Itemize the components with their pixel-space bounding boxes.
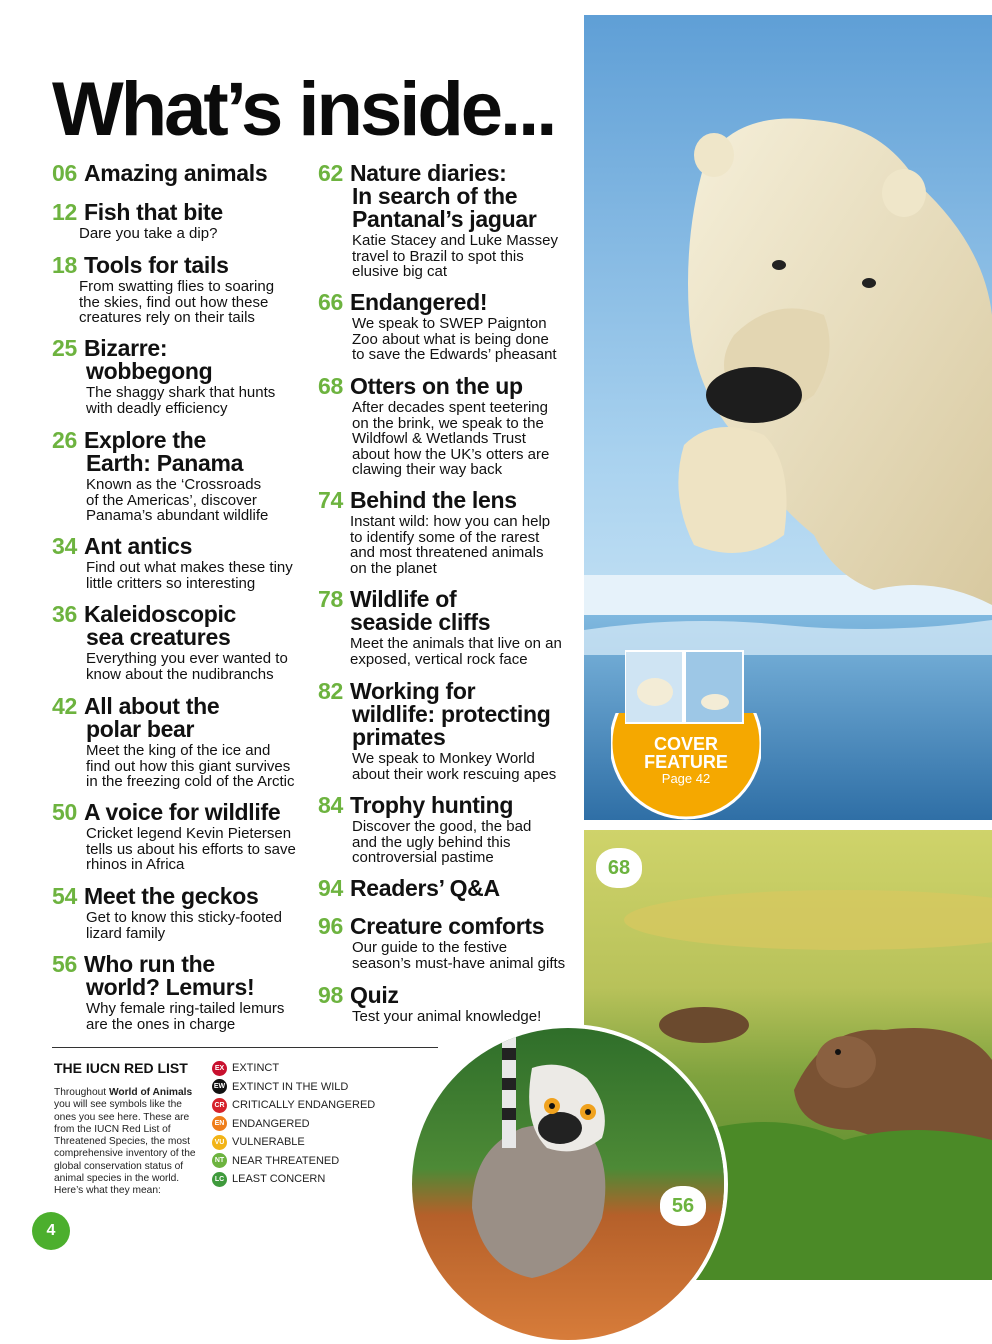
entry-page-number: 82 bbox=[318, 678, 343, 704]
page-number: 4 bbox=[32, 1212, 70, 1250]
entry-page-number: 18 bbox=[52, 252, 77, 278]
entry-title-line-2: seaside cliffs bbox=[350, 609, 491, 635]
entry-title-line-3: primates bbox=[352, 724, 446, 750]
entry-page-number: 84 bbox=[318, 792, 343, 818]
status-label: LEAST CONCERN bbox=[232, 1173, 326, 1186]
entry-title: Meet the geckos bbox=[83, 883, 259, 909]
status-badge-icon: CR bbox=[212, 1098, 227, 1113]
entry-title: Quiz bbox=[349, 982, 399, 1008]
status-badge-icon: EN bbox=[212, 1116, 227, 1131]
entry-description: Everything you ever wanted to know about the nudibranchs bbox=[86, 650, 288, 683]
entry-description: Why female ring-tailed lemurs are the ones in charge bbox=[86, 1000, 285, 1033]
status-badge-icon: EW bbox=[212, 1079, 227, 1094]
status-badge-icon: EX bbox=[212, 1061, 227, 1076]
entry-page-number: 68 bbox=[318, 373, 343, 399]
contents-entry[interactable] bbox=[52, 254, 274, 326]
entry-title: Wildlife of bbox=[349, 586, 457, 612]
page-ref-tag[interactable]: 56 bbox=[660, 1186, 706, 1226]
entry-title: Creature comforts bbox=[349, 913, 545, 939]
contents-entry[interactable] bbox=[318, 877, 500, 900]
entry-title-line-2: wobbegong bbox=[86, 358, 213, 384]
entry-page-number: 34 bbox=[52, 533, 77, 559]
entry-title: Ant antics bbox=[83, 533, 193, 559]
contents-entry[interactable] bbox=[52, 201, 223, 242]
entry-title: Behind the lens bbox=[349, 487, 517, 513]
contents-entry[interactable] bbox=[52, 337, 275, 416]
entry-page-number: 66 bbox=[318, 289, 343, 315]
cover-feature-text: COVER FEATURE Page 42 bbox=[644, 734, 728, 786]
entry-page-number: 42 bbox=[52, 693, 77, 719]
contents-entry[interactable] bbox=[52, 885, 282, 941]
contents-entry[interactable] bbox=[318, 489, 550, 576]
entry-title: Bizarre: bbox=[83, 335, 168, 361]
iucn-item bbox=[212, 1096, 375, 1115]
entry-description: The shaggy shark that hunts with deadly efficiency bbox=[86, 384, 276, 417]
page-ref-tag[interactable]: 68 bbox=[596, 848, 642, 888]
contents-entry[interactable] bbox=[318, 915, 565, 971]
entry-title: Endangered! bbox=[349, 289, 488, 315]
contents-entry[interactable] bbox=[318, 588, 562, 667]
contents-entry[interactable] bbox=[318, 291, 557, 363]
divider bbox=[52, 1047, 438, 1048]
contents-entry[interactable] bbox=[52, 801, 296, 873]
iucn-item bbox=[212, 1170, 375, 1189]
iucn-intro: Throughout World of Animals you will see symbols like the ones you see here. These are from the IUCN Red List of Threatened Species, the most comprehensive inventory of the global conservation status of animal species in the world. Here’s what they mean: bbox=[54, 1087, 196, 1197]
entry-description: Known as the ‘Crossroads of the Americas’, discover Panama’s abundant wildlife bbox=[86, 476, 269, 524]
status-label: NEAR THREATENED bbox=[232, 1154, 340, 1167]
status-label: EXTINCT IN THE WILD bbox=[232, 1080, 349, 1093]
entry-page-number: 26 bbox=[52, 427, 77, 453]
entry-page-number: 74 bbox=[318, 487, 343, 513]
iucn-heading: THE IUCN RED LIST bbox=[54, 1060, 188, 1076]
entry-description: From swatting flies to soaring the skies, find out how these creatures rely on their tails bbox=[79, 278, 275, 326]
contents-entry[interactable] bbox=[52, 162, 267, 185]
iucn-item bbox=[212, 1115, 375, 1134]
entry-page-number: 36 bbox=[52, 601, 77, 627]
entry-page-number: 25 bbox=[52, 335, 77, 361]
entry-description: We speak to Monkey World about their work rescuing apes bbox=[352, 750, 557, 783]
contents-entry[interactable] bbox=[52, 429, 268, 524]
entry-page-number: 50 bbox=[52, 799, 77, 825]
entry-title: Amazing animals bbox=[83, 160, 268, 186]
entry-title: Who run the bbox=[83, 951, 215, 977]
iucn-item bbox=[212, 1078, 375, 1097]
contents-entry[interactable] bbox=[318, 794, 531, 866]
contents-entry[interactable] bbox=[52, 535, 293, 591]
contents-entry[interactable] bbox=[52, 695, 294, 790]
entry-description: Instant wild: how you can help to identify some of the rarest and most threatened animals on the planet bbox=[350, 513, 551, 577]
entry-page-number: 98 bbox=[318, 982, 343, 1008]
iucn-item bbox=[212, 1152, 375, 1171]
status-badge-icon: LC bbox=[212, 1172, 227, 1187]
entry-title-line-2: In search of the bbox=[352, 183, 518, 209]
entry-page-number: 12 bbox=[52, 199, 77, 225]
entry-title-line-2: sea creatures bbox=[86, 624, 231, 650]
entry-title: A voice for wildlife bbox=[83, 799, 281, 825]
entry-title-line-2: wildlife: protecting bbox=[352, 701, 551, 727]
entry-description: After decades spent teetering on the brink, we speak to the Wildfowl & Wetlands Trust about how the UK’s otters are clawing their way back bbox=[352, 399, 550, 478]
status-label: EXTINCT bbox=[232, 1062, 280, 1075]
entry-title: Kaleidoscopic bbox=[83, 601, 237, 627]
entry-description: Our guide to the festive season’s must-have animal gifts bbox=[352, 939, 566, 972]
entry-title: Tools for tails bbox=[83, 252, 229, 278]
iucn-item bbox=[212, 1059, 375, 1078]
entry-title: Trophy hunting bbox=[349, 792, 514, 818]
entry-page-number: 62 bbox=[318, 160, 343, 186]
status-badge-icon: VU bbox=[212, 1135, 227, 1150]
entry-title: Otters on the up bbox=[349, 373, 523, 399]
entry-description: We speak to SWEP Paignton Zoo about what is being done to save the Edwards’ pheasant bbox=[352, 315, 557, 363]
entry-page-number: 94 bbox=[318, 875, 343, 901]
entry-page-number: 54 bbox=[52, 883, 77, 909]
contents-entry[interactable] bbox=[52, 603, 288, 682]
entry-description: Discover the good, the bad and the ugly behind this controversial pastime bbox=[352, 818, 532, 866]
entry-description: Meet the animals that live on an exposed, vertical rock face bbox=[350, 635, 562, 668]
entry-title-line-3: Pantanal’s jaguar bbox=[352, 206, 537, 232]
contents-entry[interactable] bbox=[52, 953, 284, 1032]
entry-page-number: 56 bbox=[52, 951, 77, 977]
contents-entry[interactable] bbox=[318, 162, 558, 280]
lemur-photo bbox=[408, 1024, 728, 1344]
status-badge-icon: NT bbox=[212, 1153, 227, 1168]
contents-entry[interactable] bbox=[318, 680, 556, 782]
iucn-legend bbox=[212, 1059, 375, 1189]
entry-title-line-2: Earth: Panama bbox=[86, 450, 244, 476]
status-label: CRITICALLY ENDANGERED bbox=[232, 1099, 376, 1112]
entry-description: Katie Stacey and Luke Massey travel to Brazil to spot this elusive big cat bbox=[352, 232, 558, 280]
entry-description: Find out what makes these tiny little critters so interesting bbox=[86, 559, 293, 592]
iucn-item bbox=[212, 1133, 375, 1152]
entry-title: Explore the bbox=[83, 427, 206, 453]
entry-description: Get to know this sticky-footed lizard family bbox=[86, 909, 282, 942]
entry-title: All about the bbox=[83, 693, 220, 719]
contents-entry[interactable] bbox=[318, 984, 541, 1025]
entry-title-line-2: polar bear bbox=[86, 716, 195, 742]
entry-title: Nature diaries: bbox=[349, 160, 507, 186]
page-title: What’s inside... bbox=[52, 67, 555, 152]
status-label: ENDANGERED bbox=[232, 1117, 310, 1130]
entry-page-number: 06 bbox=[52, 160, 77, 186]
entry-title-line-2: world? Lemurs! bbox=[86, 974, 255, 1000]
contents-entry[interactable] bbox=[318, 375, 549, 478]
cover-feature-badge[interactable] bbox=[611, 713, 761, 833]
status-label: VULNERABLE bbox=[232, 1136, 305, 1149]
magazine-thumbnail bbox=[625, 647, 745, 725]
entry-page-number: 96 bbox=[318, 913, 343, 939]
entry-title: Readers’ Q&A bbox=[349, 875, 500, 901]
entry-title: Fish that bite bbox=[83, 199, 223, 225]
entry-description: Test your animal knowledge! bbox=[352, 1008, 542, 1025]
entry-description: Meet the king of the ice and find out how this giant survives in the freezing cold of the Arctic bbox=[86, 742, 295, 790]
entry-title: Working for bbox=[349, 678, 476, 704]
entry-page-number: 78 bbox=[318, 586, 343, 612]
entry-description: Dare you take a dip? bbox=[79, 225, 218, 242]
entry-description: Cricket legend Kevin Pietersen tells us about his efforts to save rhinos in Africa bbox=[86, 825, 296, 873]
